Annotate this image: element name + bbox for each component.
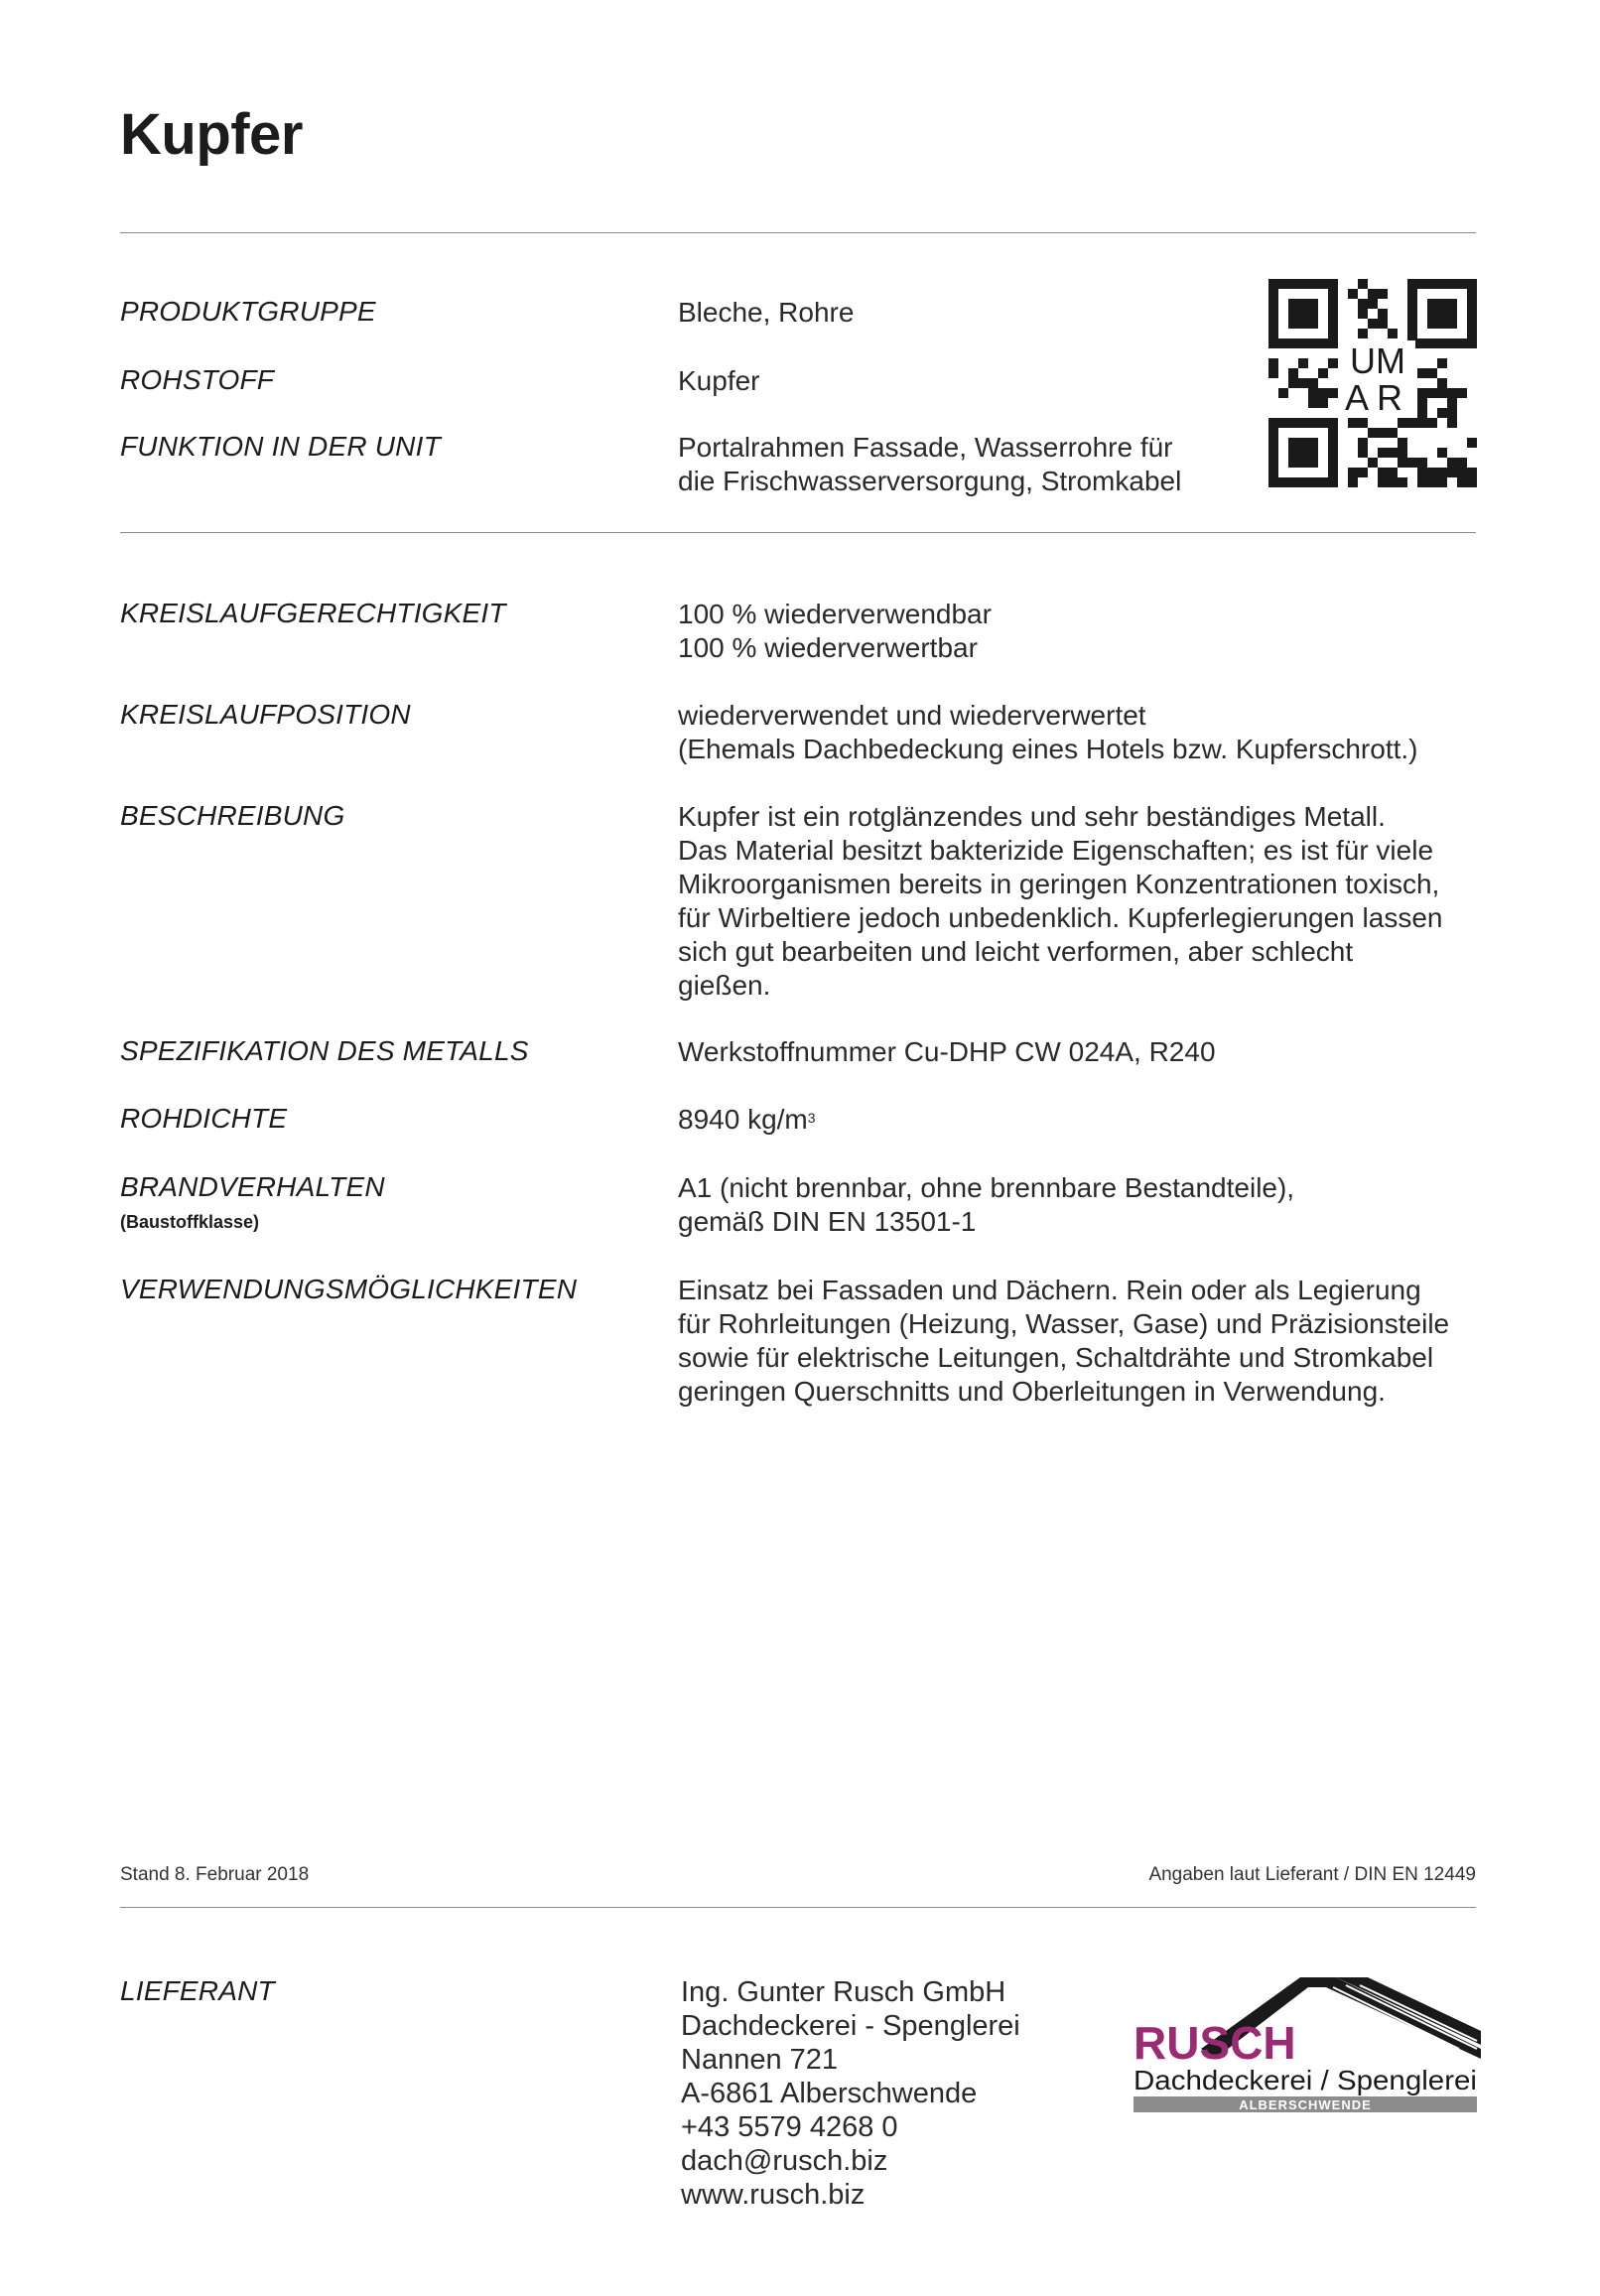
value-line: wiederverwendet und wiederverwertet (678, 700, 1146, 731)
divider (120, 1907, 1476, 1908)
stand-date: Stand 8. Februar 2018 (120, 1864, 310, 1885)
label-beschreibung: BESCHREIBUNG (120, 800, 345, 831)
value-line: für Wirbeltiere jedoch unbedenklich. Kupferlegierungen lassen (678, 902, 1443, 933)
rusch-logo (1132, 1975, 1481, 2124)
value-line: Mikroorganismen bereits in geringen Konzentrationen toxisch, (678, 869, 1440, 899)
value-line: gießen. (678, 970, 771, 1001)
value-line: geringen Querschnitts und Oberleitungen in Verwendung. (678, 1376, 1386, 1407)
rohdichte-value: 8940 kg/m (678, 1104, 808, 1135)
label-verwendung: VERWENDUNGSMÖGLICHKEITEN (120, 1274, 578, 1304)
value-kreislaufgerechtigkeit (678, 598, 1492, 665)
label-lieferant: LIEFERANT (120, 1975, 275, 2006)
label-rohdichte: ROHDICHTE (120, 1103, 288, 1134)
label-produktgruppe: PRODUKTGRUPPE (120, 296, 376, 327)
supplier-company: Ing. Gunter Rusch GmbH (681, 1976, 1006, 2008)
source-note: Angaben laut Lieferant / DIN EN 12449 (1148, 1864, 1476, 1885)
logo-place: ALBERSCHWENDE (1239, 2097, 1372, 2112)
value-line: Einsatz bei Fassaden und Dächern. Rein oder als Legierung (678, 1275, 1421, 1305)
value-line: A1 (nicht brennbar, ohne brennbare Bestandteile), (678, 1172, 1295, 1203)
value-rohstoff: Kupfer (678, 365, 760, 396)
value-line: gemäß DIN EN 13501-1 (678, 1206, 977, 1237)
value-line: 100 % wiederverwertbar (678, 632, 978, 663)
qr-text-line: AR (1344, 377, 1411, 418)
divider (120, 532, 1476, 533)
value-line: für Rohrleitungen (Heizung, Wasser, Gase) und Präzisionsteile (678, 1308, 1450, 1339)
value-verwendung (678, 1274, 1492, 1409)
supplier-address (681, 1975, 1020, 2212)
label-kreislaufposition: KREISLAUFPOSITION (120, 699, 411, 730)
supplier-trade: Dachdeckerei - Spenglerei (681, 2010, 1020, 2042)
value-line: sich gut bearbeiten und leicht verformen, aber schlecht (678, 936, 1354, 967)
supplier-email-link[interactable]: dach@rusch.biz (681, 2145, 888, 2177)
value-line: sowie für elektrische Leitungen, Schaltdrähte und Stromkabel (678, 1342, 1434, 1373)
value-rohdichte (678, 1103, 1492, 1137)
label-funktion: FUNKTION IN DER UNIT (120, 431, 441, 462)
divider (120, 232, 1476, 233)
sublabel-baustoffklasse: (Baustoffklasse) (120, 1212, 260, 1232)
page-title: Kupfer (120, 102, 303, 167)
label-brandverhalten: BRANDVERHALTEN (120, 1171, 385, 1202)
value-brandverhalten (678, 1171, 1492, 1239)
rohdichte-exponent: 3 (807, 1110, 816, 1126)
value-beschreibung (678, 800, 1492, 1003)
label-rohstoff: ROHSTOFF (120, 364, 275, 395)
value-line: die Frischwasserversorgung, Stromkabel (678, 466, 1182, 496)
value-kreislaufposition (678, 699, 1492, 766)
logo-wordmark: RUSCH (1133, 2017, 1296, 2069)
label-kreislaufgerechtigkeit: KREISLAUFGERECHTIGKEIT (120, 598, 506, 628)
value-line: Portalrahmen Fassade, Wasserrohre für (678, 432, 1173, 463)
qr-code[interactable] (1268, 279, 1477, 487)
supplier-street: Nannen 721 (681, 2044, 839, 2076)
value-line: 100 % wiederverwendbar (678, 599, 992, 629)
supplier-city: A-6861 Alberschwende (681, 2078, 978, 2109)
label-spezifikation: SPEZIFIKATION DES METALLS (120, 1035, 529, 1066)
value-line: Das Material besitzt bakterizide Eigenschaften; es ist für viele (678, 835, 1434, 866)
value-line: (Ehemals Dachbedeckung eines Hotels bzw. Kupferschrott.) (678, 734, 1418, 764)
supplier-phone[interactable]: +43 5579 4268 0 (681, 2111, 898, 2143)
value-produktgruppe: Bleche, Rohre (678, 297, 855, 328)
supplier-website-link[interactable]: www.rusch.biz (681, 2179, 866, 2211)
value-spezifikation: Werkstoffnummer Cu-DHP CW 024A, R240 (678, 1036, 1216, 1067)
value-line: Kupfer ist ein rotglänzendes und sehr beständiges Metall. (678, 801, 1386, 832)
qr-text-line: UM (1350, 340, 1405, 381)
logo-tagline: Dachdeckerei / Spenglerei (1133, 2065, 1477, 2095)
